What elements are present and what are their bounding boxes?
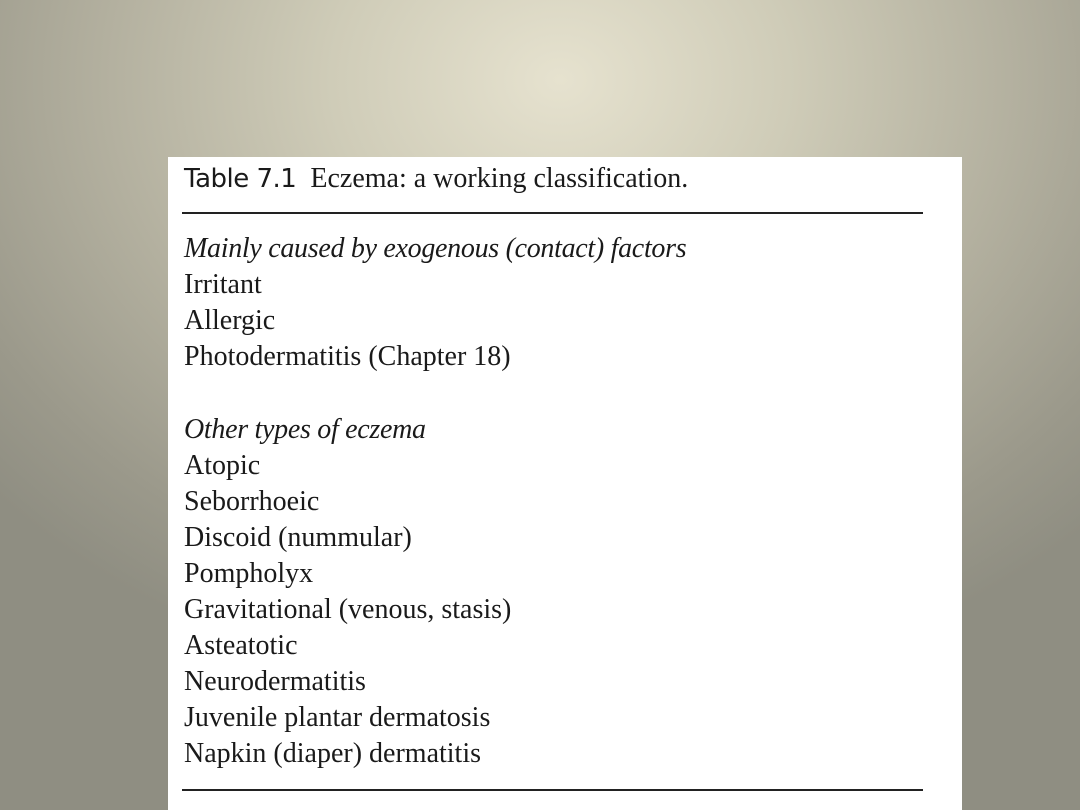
table-row: Pompholyx	[184, 558, 314, 589]
section-other-types	[184, 412, 511, 772]
section-heading: Mainly caused by exogenous (contact) factors	[184, 233, 687, 264]
classification-table	[168, 157, 962, 810]
section-heading: Other types of eczema	[184, 414, 426, 445]
table-row: Seborrhoeic	[184, 486, 320, 517]
table-row: Asteatotic	[184, 630, 298, 661]
table-row: Photodermatitis (Chapter 18)	[184, 341, 511, 372]
table-row: Irritant	[184, 269, 262, 300]
table-label: Table 7.1	[184, 164, 297, 194]
table-row: Gravitational (venous, stasis)	[184, 594, 512, 625]
bottom-rule	[182, 789, 923, 791]
table-row: Neurodermatitis	[184, 666, 366, 697]
table-row: Napkin (diaper) dermatitis	[184, 738, 482, 769]
table-row: Allergic	[184, 305, 276, 336]
table-row: Atopic	[184, 450, 261, 481]
section-exogenous	[184, 231, 686, 375]
top-rule	[182, 212, 923, 214]
table-title: Eczema: a working classification.	[310, 163, 689, 194]
table-row: Juvenile plantar dermatosis	[184, 702, 491, 733]
table-row: Discoid (nummular)	[184, 522, 412, 553]
table-caption	[184, 161, 688, 200]
